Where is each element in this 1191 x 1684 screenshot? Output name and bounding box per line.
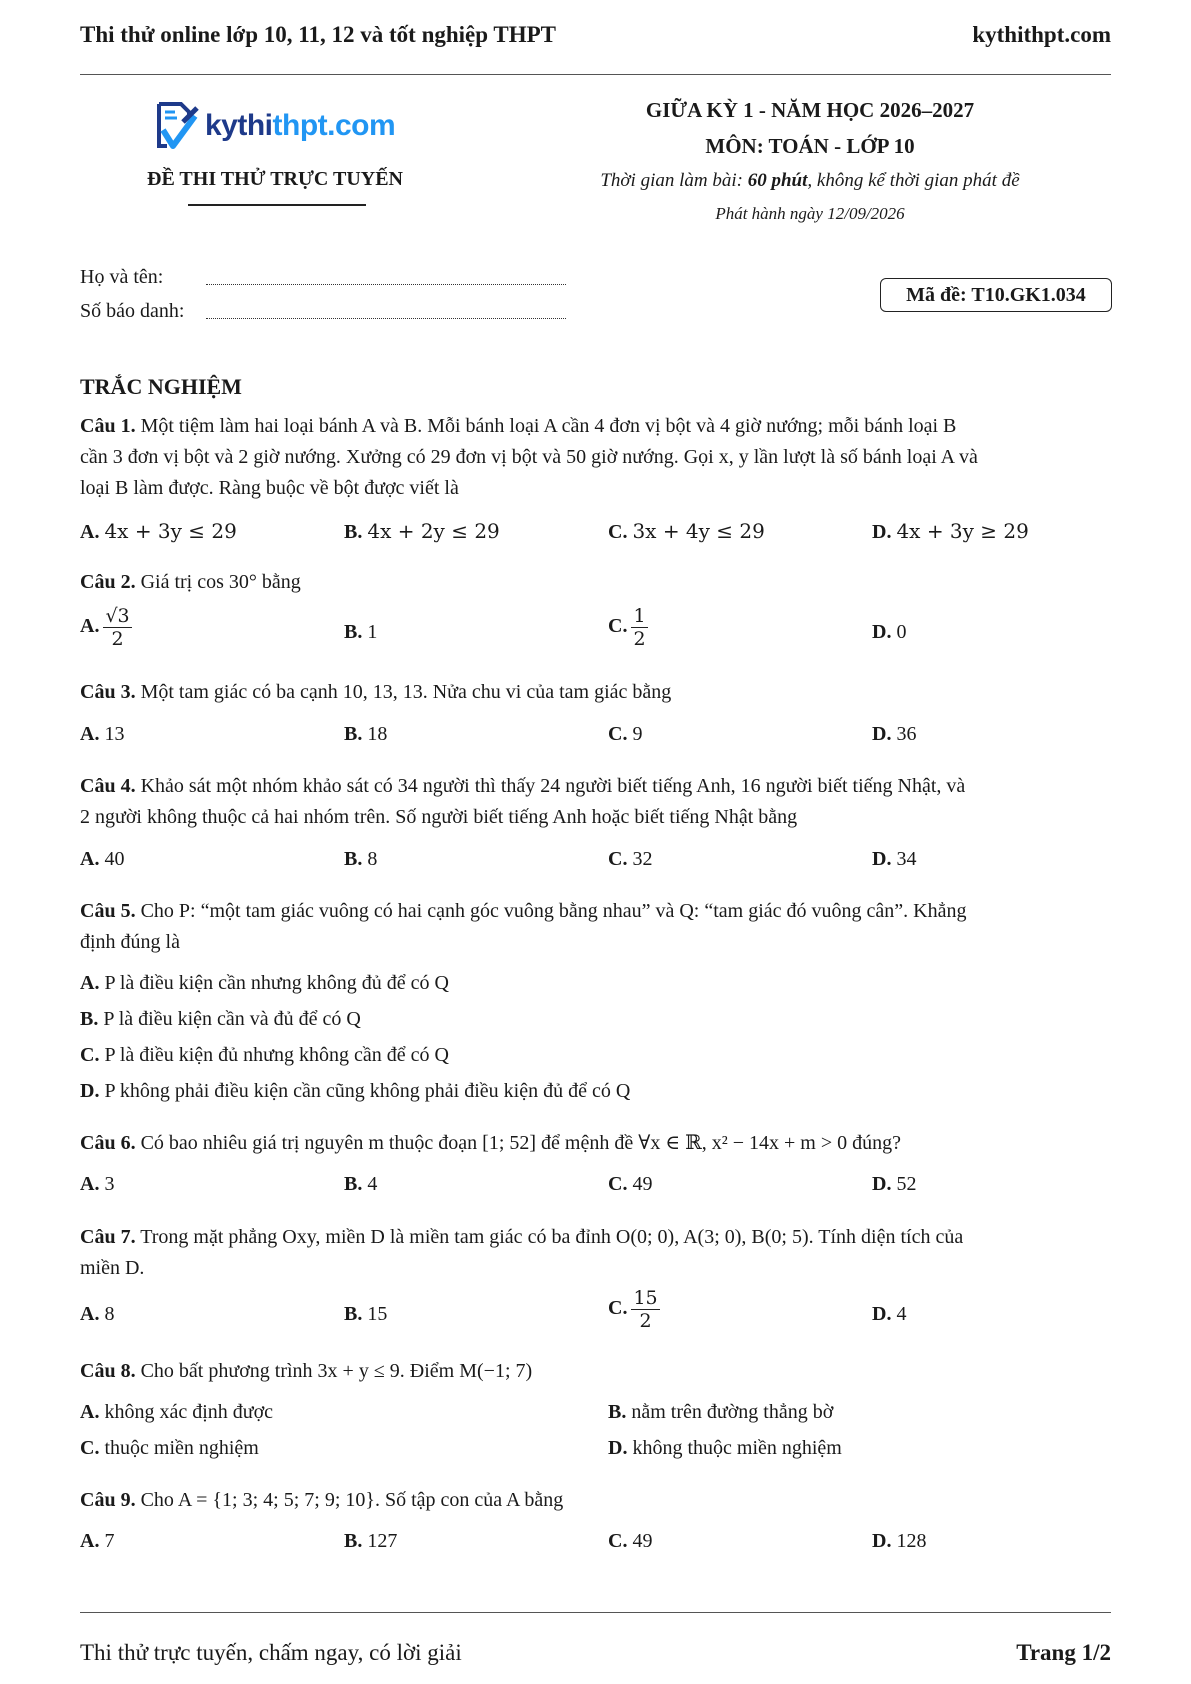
- exam-code-box: Mã đề: T10.GK1.034: [880, 278, 1112, 312]
- student-id-field[interactable]: [206, 318, 566, 319]
- student-id-label: Số báo danh:: [80, 300, 185, 322]
- q7-option-c[interactable]: C. $\frac{15}{2}$: [608, 1287, 658, 1332]
- q1-option-b[interactable]: B. 4x + 2y ≤ 29: [344, 519, 500, 543]
- q4-option-b[interactable]: B. 8: [344, 848, 378, 870]
- q3-option-d[interactable]: D. 36: [872, 723, 917, 745]
- q8-option-d[interactable]: D. không thuộc miền nghiệm: [608, 1437, 842, 1459]
- question-9: Câu 9. Cho A = {1; 3; 4; 5; 7; 9; 10}. Số tập con của A bằng: [80, 1489, 564, 1511]
- q9-option-b[interactable]: B. 127: [344, 1530, 398, 1552]
- q6-option-d[interactable]: D. 52: [872, 1173, 917, 1195]
- logo-text-dark: kythi: [205, 109, 273, 142]
- q1-option-a[interactable]: A. 4x + 3y ≤ 29: [80, 519, 237, 543]
- q4-option-c[interactable]: C. 32: [608, 848, 653, 870]
- footer-tagline: Thi thử trực tuyến, chấm ngay, có lời giải: [80, 1640, 462, 1665]
- q6-option-c[interactable]: C. 49: [608, 1173, 653, 1195]
- header-divider: [80, 74, 1111, 75]
- q6-option-b[interactable]: B. 4: [344, 1173, 378, 1195]
- q3-option-c[interactable]: C. 9: [608, 723, 643, 745]
- question-8: Câu 8. Cho bất phương trình 3x + y ≤ 9. Điểm M(−1; 7): [80, 1360, 533, 1382]
- question-4: Câu 4. Khảo sát một nhóm khảo sát có 34 người thì thấy 24 người biết tiếng Anh, 16 người biết tiếng Nhật, và 2 người không thuộc cả hai nhóm trên. Số người biết tiếng Anh hoặc biết tiếng Nhật bằng: [80, 775, 966, 828]
- q5-option-b[interactable]: B. P là điều kiện cần và đủ để có Q: [80, 1008, 361, 1030]
- q4-option-a[interactable]: A. 40: [80, 848, 125, 870]
- page-number: Trang 1/2: [1016, 1640, 1111, 1665]
- q6-option-a[interactable]: A. 3: [80, 1173, 115, 1195]
- exam-type-label: ĐỀ THI THỬ TRỰC TUYẾN: [147, 168, 403, 190]
- q8-option-a[interactable]: A. không xác định được: [80, 1401, 274, 1423]
- q5-option-a[interactable]: A. P là điều kiện cần nhưng không đủ để có Q: [80, 972, 449, 994]
- q3-option-a[interactable]: A. 13: [80, 723, 125, 745]
- section-title: TRẮC NGHIỆM: [80, 374, 242, 399]
- question-1: Câu 1. Một tiệm làm hai loại bánh A và B. Mỗi bánh loại A cần 4 đơn vị bột và 4 giờ nướng; mỗi bánh loại B cần 3 đơn vị bột và 2 giờ nướng. Xưởng có 29 đơn vị bột và 50 giờ nướng. Gọi x, y lần lượt là số bánh loại A và loại B làm được. Ràng buộc về bột được viết là: [80, 415, 978, 499]
- question-2: Câu 2. Giá trị cos 30° bằng: [80, 571, 301, 593]
- question-6: Câu 6. Có bao nhiêu giá trị nguyên m thuộc đoạn [1; 52] để mệnh đề ∀x ∈ ℝ, x² − 14x + m > 0 đúng?: [80, 1132, 902, 1154]
- q8-option-c[interactable]: C. thuộc miền nghiệm: [80, 1437, 259, 1459]
- q9-option-c[interactable]: C. 49: [608, 1530, 653, 1552]
- q7-option-d[interactable]: D. 4: [872, 1303, 907, 1325]
- exam-release-date: Phát hành ngày 12/09/2026: [715, 204, 905, 223]
- question-7: Câu 7. Trong mặt phẳng Oxy, miền D là miền tam giác có ba đỉnh O(0; 0), A(3; 0), B(0; 5). Tính diện tích của miền D.: [80, 1226, 964, 1279]
- logo-text-blue: thpt.com: [272, 109, 396, 142]
- q1-option-c[interactable]: C. 3x + 4y ≤ 29: [608, 519, 765, 543]
- q5-option-d[interactable]: D. P không phải điều kiện cần cũng không phải điều kiện đủ để có Q: [80, 1080, 631, 1102]
- footer-divider: [80, 1612, 1111, 1613]
- q2-option-c[interactable]: C. $\frac{1}{2}$: [608, 605, 646, 650]
- q9-option-a[interactable]: A. 7: [80, 1530, 115, 1552]
- q9-option-d[interactable]: D. 128: [872, 1530, 927, 1552]
- site-logo: [153, 100, 395, 152]
- exam-type-underline: [188, 204, 366, 206]
- q2-option-d[interactable]: D. 0: [872, 621, 907, 643]
- q5-option-c[interactable]: C. P là điều kiện đủ nhưng không cần để có Q: [80, 1044, 449, 1066]
- header-site-tagline: Thi thử online lớp 10, 11, 12 và tốt nghiệp THPT: [80, 22, 556, 47]
- name-label: Họ và tên:: [80, 266, 164, 288]
- header-site-name: kythithpt.com: [972, 22, 1111, 47]
- logo-icon: [153, 100, 199, 152]
- question-3: Câu 3. Một tam giác có ba cạnh 10, 13, 13. Nửa chu vi của tam giác bằng: [80, 681, 672, 703]
- exam-title-subject: MÔN: TOÁN - LỚP 10: [705, 134, 915, 158]
- exam-duration: Thời gian làm bài: 60 phút, không kể thời gian phát đề: [600, 170, 1020, 191]
- q8-option-b[interactable]: B. nằm trên đường thẳng bờ: [608, 1401, 834, 1423]
- name-field[interactable]: [206, 284, 566, 285]
- q2-option-b[interactable]: B. 1: [344, 621, 378, 643]
- exam-title-term: GIỮA KỲ 1 - NĂM HỌC 2026–2027: [645, 98, 975, 122]
- q2-option-a[interactable]: A. $\frac{√3}{2}$: [80, 605, 130, 650]
- question-5: Câu 5. Cho P: “một tam giác vuông có hai cạnh góc vuông bằng nhau” và Q: “tam giác đó vuông cân”. Khẳng định đúng là: [80, 900, 967, 953]
- q1-option-d[interactable]: D. 4x + 3y ≥ 29: [872, 519, 1029, 543]
- q3-option-b[interactable]: B. 18: [344, 723, 388, 745]
- q4-option-d[interactable]: D. 34: [872, 848, 917, 870]
- q7-option-b[interactable]: B. 15: [344, 1303, 388, 1325]
- q7-option-a[interactable]: A. 8: [80, 1303, 115, 1325]
